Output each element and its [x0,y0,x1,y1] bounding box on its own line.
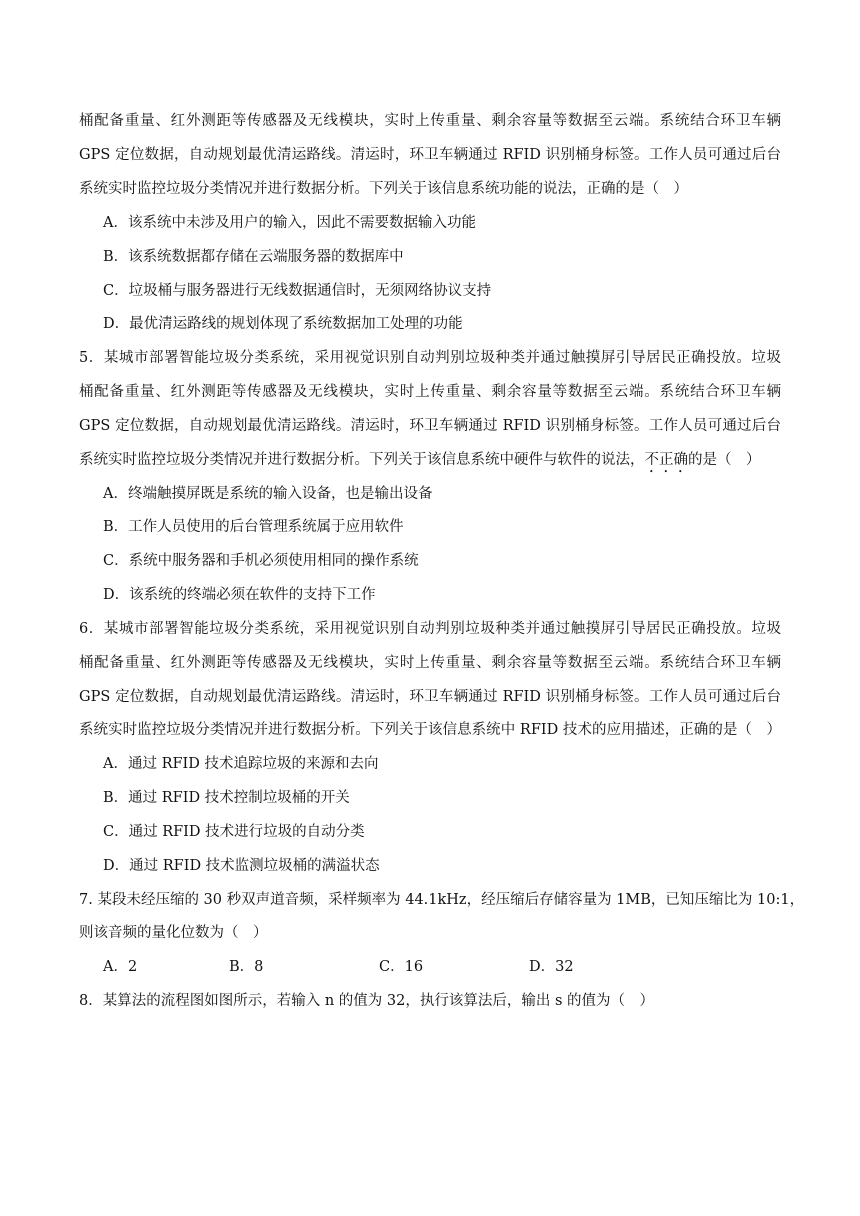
q4-stem-line-3: 系统实时监控垃圾分类情况并进行数据分析。下列关于该信息系统功能的说法，正确的是（ ） [79,181,688,197]
q4-option-b: B．该系统数据都存储在云端服务器的数据库中 [103,249,404,265]
q5-stem-tail: 的是（ ） [688,452,761,468]
q4-option-c: C．垃圾桶与服务器进行无线数据通信时，无须网络协议支持 [103,283,492,299]
q7-option-d: D．32 [529,959,574,975]
q6-option-a: A．通过 RFID 技术追踪垃圾的来源和去向 [103,756,379,772]
q6-option-d: D．通过 RFID 技术监测垃圾桶的满溢状态 [103,858,380,874]
q5-stem-line-1: 5．某城市部署智能垃圾分类系统，采用视觉识别自动判别垃圾种类并通过触摸屏引导居民正确投放。垃圾 [79,350,781,366]
q8-stem-line-1: 8．某算法的流程图如图所示，若输入 n 的值为 32，执行该算法后，输出 s 的值为（ ） [79,993,654,1009]
q5-option-c: C．系统中服务器和手机必须使用相同的操作系统 [103,553,419,569]
q6-stem-line-1: 6．某城市部署智能垃圾分类系统，采用视觉识别自动判别垃圾种类并通过触摸屏引导居民正确投放。垃圾 [79,621,781,637]
q7-option-b: B．8 [229,959,264,975]
q4-stem-line-2: GPS 定位数据，自动规划最优清运路线。清运时，环卫车辆通过 RFID 识别桶身标签。工作人员可通过后台 [79,147,781,163]
q4-option-a: A．该系统中未涉及用户的输入，因此不需要数据输入功能 [103,215,476,231]
q5-emphasis-not-correct: 不正确 [644,452,688,468]
q4-stem-line-1: 桶配备重量、红外测距等传感器及无线模块，实时上传重量、剩余容量等数据至云端。系统结合环卫车辆 [79,113,781,129]
q7-stem-line-1: 7. 某段未经压缩的 30 秒双声道音频，采样频率为 44.1kHz，经压缩后存储容量为 1MB，已知压缩比为 10:1， [79,892,805,908]
q5-option-d: D．该系统的终端必须在软件的支持下工作 [103,587,376,603]
q6-option-b: B．通过 RFID 技术控制垃圾桶的开关 [103,790,350,806]
q5-stem-line-4 [79,450,781,476]
q5-option-a: A．终端触摸屏既是系统的输入设备，也是输出设备 [103,486,433,502]
q7-stem-line-2: 则该音频的量化位数为（ ） [79,925,268,941]
q5-stem-line-2: 桶配备重量、红外测距等传感器及无线模块，实时上传重量、剩余容量等数据至云端。系统结合环卫车辆 [79,384,781,400]
q5-option-b: B．工作人员使用的后台管理系统属于应用软件 [103,519,404,535]
q6-stem-line-2: 桶配备重量、红外测距等传感器及无线模块，实时上传重量、剩余容量等数据至云端。系统结合环卫车辆 [79,655,781,671]
q7-option-c: C．16 [379,959,424,975]
q7-option-a: A．2 [103,959,138,975]
q6-stem-line-4: 系统实时监控垃圾分类情况并进行数据分析。下列关于该信息系统中 RFID 技术的应用描述，正确的是（ ） [79,722,781,738]
q4-option-d: D．最优清运路线的规划体现了系统数据加工处理的功能 [103,316,463,332]
q5-stem-text: 系统实时监控垃圾分类情况并进行数据分析。下列关于该信息系统中硬件与软件的说法， [79,452,645,468]
q5-stem-line-3: GPS 定位数据，自动规划最优清运路线。清运时，环卫车辆通过 RFID 识别桶身标签。工作人员可通过后台 [79,418,781,434]
q6-option-c: C．通过 RFID 技术进行垃圾的自动分类 [103,824,365,840]
q6-stem-line-3: GPS 定位数据，自动规划最优清运路线。清运时，环卫车辆通过 RFID 识别桶身标签。工作人员可通过后台 [79,689,781,705]
